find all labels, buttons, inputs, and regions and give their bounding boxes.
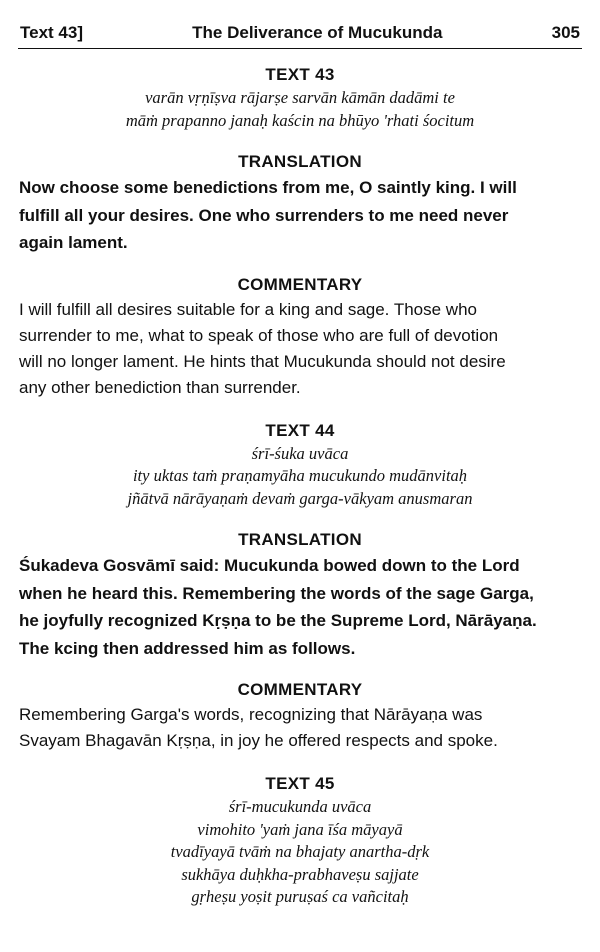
translation-line: he joyfully recognized Kṛṣṇa to be the Supreme Lord, Nārāyaṇa.	[19, 611, 537, 630]
page-number: 305	[551, 23, 580, 42]
translation-line: Śukadeva Gosvāmī said: Mucukunda bowed down to the Lord	[19, 556, 520, 575]
translation-paragraph	[18, 174, 582, 257]
translation-line: fulfill all your desires. One who surrenders to me need never	[19, 205, 509, 225]
text-43-heading: TEXT 43	[265, 65, 335, 84]
running-head-section: Text 43]	[20, 23, 83, 42]
text-45-verse-line-2: vimohito 'yaṁ jana īśa māyayā	[197, 819, 403, 839]
text-44-translation	[18, 528, 582, 662]
text-43-commentary	[18, 273, 582, 401]
translation-paragraph	[18, 552, 582, 662]
running-head-title: The Deliverance of Mucukunda	[192, 23, 443, 42]
text-44-section	[18, 419, 582, 511]
text-43-verse-line-1: varān vṛṇīṣva rājarṣe sarvān kāmān dadāmi te	[145, 88, 455, 107]
translation-line: The kcing then addressed him as follows.	[19, 638, 356, 658]
text-43-section	[18, 63, 582, 132]
commentary-line: Svayam Bhagavān Kṛṣṇa, in joy he offered respects and spoke.	[19, 731, 498, 750]
commentary-line: any other benediction than surrender.	[19, 377, 301, 397]
text-43-verse-line-2: māṁ prapanno janaḥ kaścin na bhūyo 'rhati śocitum	[125, 110, 475, 130]
commentary-line: I will fulfill all desires suitable for a king and sage. Those who	[19, 299, 477, 319]
translation-line: again lament.	[19, 233, 128, 252]
translation-line: when he heard this. Remembering the words of the sage Garga,	[19, 583, 534, 603]
commentary-paragraph	[18, 702, 582, 754]
commentary-line: will no longer lament. He hints that Mucukunda should not desire	[19, 351, 506, 371]
text-44-commentary	[18, 678, 582, 754]
text-45-heading: TEXT 45	[265, 774, 335, 793]
text-45-verse-line-3: tvadīyayā tvāṁ na bhajaty anartha-dṛk	[170, 842, 430, 861]
commentary-heading: COMMENTARY	[237, 274, 363, 294]
text-44-verse-line-2: ity uktas taṁ praṇamyāha mucukundo mudānvitaḥ	[132, 466, 468, 485]
text-45-verse-line-1: śrī-mucukunda uvāca	[228, 797, 372, 816]
commentary-paragraph	[18, 297, 582, 401]
translation-heading: TRANSLATION	[238, 530, 362, 549]
translation-line: Now choose some benedictions from me, O saintly king. I will	[19, 178, 517, 197]
running-head	[18, 22, 582, 49]
commentary-heading: COMMENTARY	[237, 680, 363, 699]
translation-heading: TRANSLATION	[238, 152, 362, 171]
text-45-section	[18, 772, 582, 909]
text-43-translation	[18, 150, 582, 257]
text-45-verse-line-5: gṛheṣu yoṣit puruṣaś ca vañcitaḥ	[191, 887, 409, 906]
text-44-heading: TEXT 44	[265, 420, 335, 440]
text-44-verse-line-3: jñātvā nārāyaṇaṁ devaṁ garga-vākyam anusmaran	[127, 488, 473, 508]
commentary-line: Remembering Garga's words, recognizing that Nārāyaṇa was	[19, 705, 483, 724]
text-44-verse-line-1: śrī-śuka uvāca	[251, 443, 349, 463]
commentary-line: surrender to me, what to speak of those who are full of devotion	[19, 325, 499, 345]
text-45-verse-line-4: sukhāya duḥkha-prabhaveṣu sajjate	[181, 864, 419, 884]
